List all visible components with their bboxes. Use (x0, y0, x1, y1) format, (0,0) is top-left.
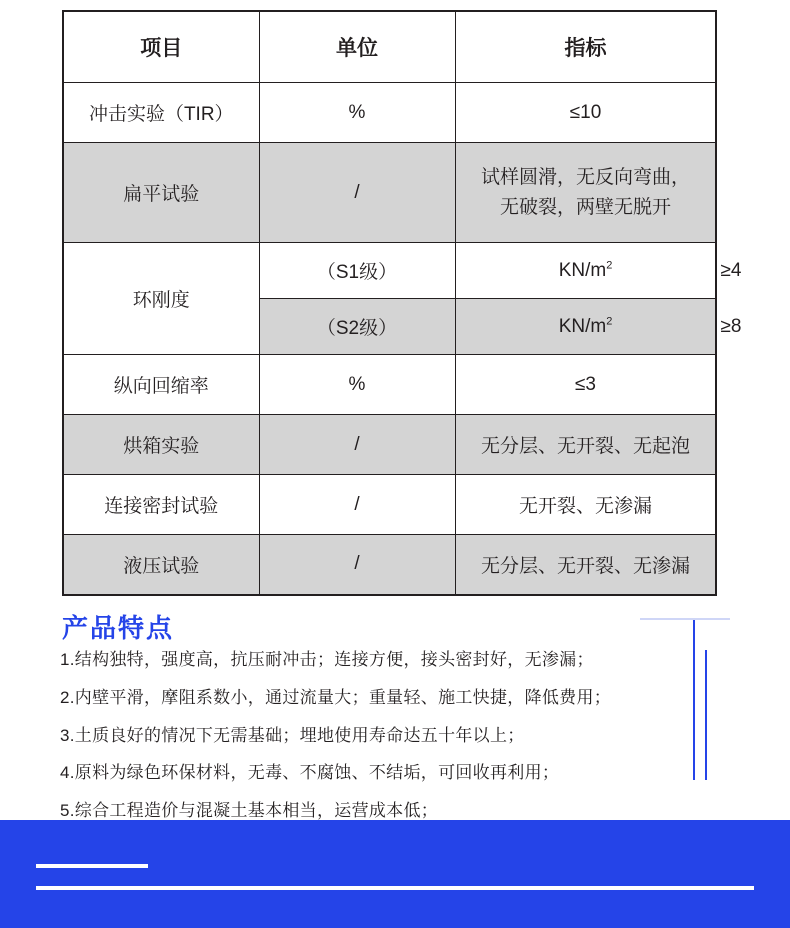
table-cell-value: ≤3 (455, 355, 716, 415)
footer-accent-bar-short (36, 864, 148, 868)
table-cell-unit: / (259, 535, 455, 595)
table-cell-unit (455, 243, 716, 299)
table-cell-unit: % (259, 355, 455, 415)
table-cell-unit: % (259, 83, 455, 143)
table-cell-value: 无分层、无开裂、无渗漏 (455, 535, 716, 595)
spec-table-container (62, 10, 742, 596)
list-item: 2.内壁平滑，摩阻系数小，通过流量大；重量轻、施工快捷，降低费用； (60, 687, 612, 707)
table-cell-subitem: （S1级） (259, 243, 455, 299)
table-cell-item: 冲击实验（TIR） (63, 83, 259, 143)
table-row (63, 415, 716, 475)
value-line-1: 试样圆滑，无反向弯曲， (480, 167, 690, 189)
table-cell-value: 无开裂、无渗漏 (455, 475, 716, 535)
table-cell-item: 烘箱实验 (63, 415, 259, 475)
unit-text: $KN/m^2$ (558, 259, 613, 281)
spec-table (62, 10, 742, 596)
value-line-2: 无破裂，两壁无脱开 (499, 196, 671, 218)
table-cell-item: 液压试验 (63, 535, 259, 595)
table-cell-value: 无分层、无开裂、无起泡 (455, 415, 716, 475)
table-row (63, 355, 716, 415)
table-row: （S2级） $KN/m^2$ ≥8 (63, 299, 716, 355)
table-cell-value: ≤10 (455, 83, 716, 143)
list-item: 1.结构独特，强度高，抗压耐冲击；连接方便，接头密封好，无渗漏； (60, 650, 594, 669)
table-row: 环刚度 （S1级） $KN/m^2$ ≥4 (63, 243, 716, 299)
table-header-cell: 项目 (63, 11, 259, 83)
table-row (63, 535, 716, 595)
table-header-cell: 指标 (455, 11, 716, 83)
table-cell-unit: / (259, 475, 455, 535)
list-item: 4.原料为绿色环保材料，无毒、不腐蚀、不结垢，可回收再利用； (60, 763, 560, 783)
table-header-row (63, 11, 716, 83)
list-item: 5.综合工程造价与混凝土基本相当，运营成本低； (60, 801, 439, 821)
footer-accent-bar-long (36, 886, 754, 890)
table-cell-unit: / (259, 415, 455, 475)
unit-text: $KN/m^2$ (558, 315, 613, 337)
table-cell-item: 纵向回缩率 (63, 355, 259, 415)
table-cell-unit (455, 299, 716, 355)
table-cell-value (455, 143, 716, 243)
table-cell-item: 环刚度 (63, 243, 259, 355)
features-list (60, 648, 740, 837)
table-cell-unit: / (259, 143, 455, 243)
table-cell-item: 连接密封试验 (63, 475, 259, 535)
table-row (63, 143, 716, 243)
table-cell-subitem: （S2级） (259, 299, 455, 355)
table-row (63, 475, 716, 535)
table-row (63, 83, 716, 143)
table-cell-item: 扁平试验 (63, 143, 259, 243)
features-heading: 产品特点 (62, 613, 175, 643)
list-item: 3.土质良好的情况下无需基础；埋地使用寿命达五十年以上； (60, 725, 525, 745)
table-header-cell: 单位 (259, 11, 455, 83)
